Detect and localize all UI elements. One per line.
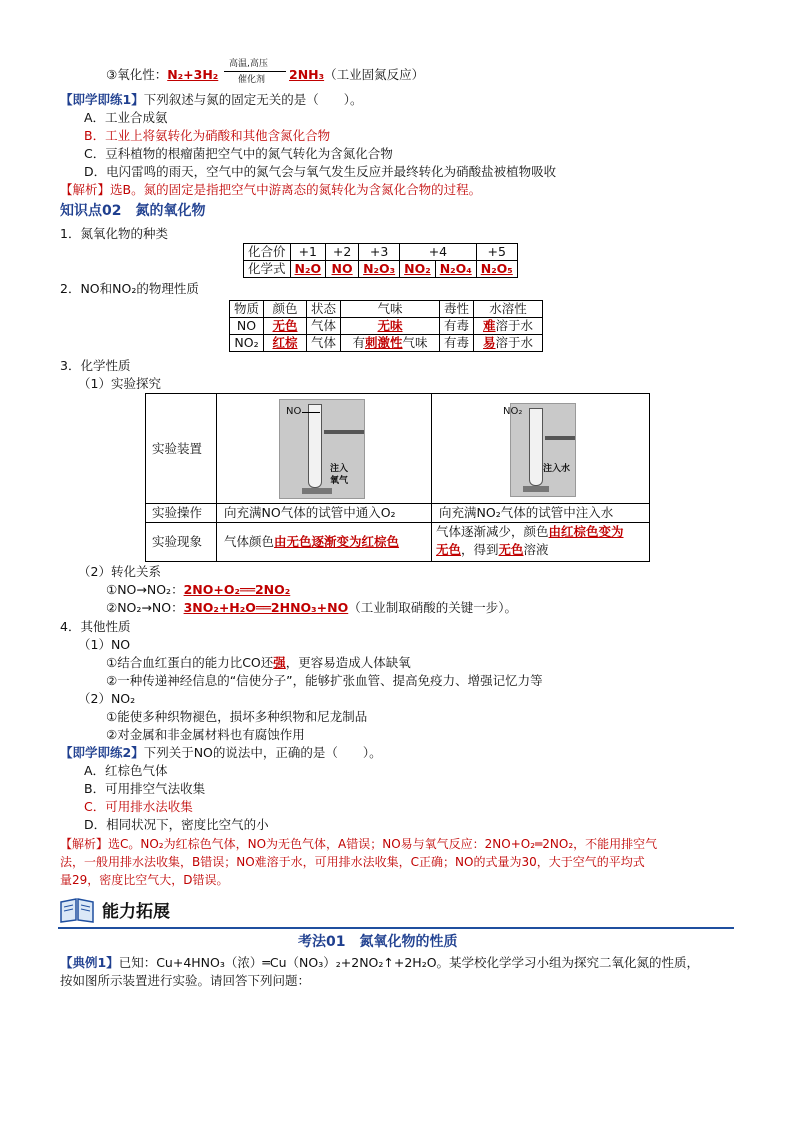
table-cell: 有毒 xyxy=(440,318,474,335)
exercise-2-question xyxy=(60,745,382,761)
physical-properties-table xyxy=(229,300,543,352)
conversion-2-note: （工业制取硝酸的关键一步）。 xyxy=(348,600,517,615)
section-2-heading: 2．NO和NO₂的物理性质 xyxy=(60,281,199,296)
table-cell: NO₂ xyxy=(230,335,264,352)
method-title: 考法01 氮氧化物的性质 xyxy=(298,934,458,950)
example-1-line-2: 按如图所示装置进行实验。请回答下列问题： xyxy=(60,973,311,988)
injection-note-2: 氧气 xyxy=(330,476,349,486)
book-icon xyxy=(58,896,96,924)
table-cell: +4 xyxy=(400,244,477,261)
equation-left: N₂+3H₂ xyxy=(167,67,219,82)
oxidation-prefix: ③氧化性： xyxy=(106,67,168,82)
phenomenon-1-prefix: 气体颜色 xyxy=(224,534,275,549)
experiment-table xyxy=(145,393,650,562)
no-property-1-prefix: ①结合血红蛋白的能力比CO还 xyxy=(106,655,274,670)
section-3-1-heading: （1）实验探究 xyxy=(78,376,161,391)
table-cell: N₂O xyxy=(290,261,326,278)
oxidation-note: （工业固氮反应） xyxy=(324,67,425,82)
solubility-text: 溶于水 xyxy=(495,335,534,350)
table-header: 气味 xyxy=(341,301,440,318)
smell-highlight: 刺激性 xyxy=(365,335,403,350)
table-cell: 无色 xyxy=(264,318,307,335)
apparatus-photo-no2 xyxy=(510,403,576,497)
grid-line xyxy=(216,394,217,561)
phenomenon-2-prefix: 气体逐渐减少，颜色 xyxy=(436,524,549,539)
table-cell xyxy=(474,335,543,352)
table-cell: NO₂ xyxy=(400,261,436,278)
example-1-tag: 【典例1】 xyxy=(60,955,119,970)
stand-base xyxy=(523,486,549,492)
exercise-1-option-c: C．豆科植物的根瘤菌把空气中的氮气转化为含氮化合物 xyxy=(84,146,393,161)
stand-base xyxy=(302,488,332,494)
table-row xyxy=(244,244,518,261)
table-row xyxy=(230,301,543,318)
table-cell: 无味 xyxy=(341,318,440,335)
table-header: 化学式 xyxy=(244,261,291,278)
oxidation-line xyxy=(106,67,218,83)
phenomenon-2-line-1 xyxy=(436,524,624,540)
section-4-1-heading: （1）NO xyxy=(78,637,131,652)
grid-line xyxy=(146,522,649,523)
table-cell: N₂O₃ xyxy=(359,261,400,278)
no-property-1-suffix: ，更容易造成人体缺氧 xyxy=(285,655,411,670)
conversion-2 xyxy=(106,600,517,616)
example-1-text: 已知：Cu+4HNO₃（浓）═Cu（NO₃）₂+2NO₂↑+2H₂O。某学校化学学习小组为探究二氧化氮的性质， xyxy=(118,955,700,970)
exercise-1-option-a: A．工业合成氨 xyxy=(84,110,168,125)
row-header-operation: 实验操作 xyxy=(152,505,203,520)
section-3-heading: 3．化学性质 xyxy=(60,358,131,373)
section-1-heading: 1．氮氧化物的种类 xyxy=(60,226,168,241)
exercise-1-question xyxy=(60,92,362,108)
injection-note: 注入水 xyxy=(543,464,571,474)
table-header: 化合价 xyxy=(244,244,291,261)
phenomenon-2-line-2 xyxy=(436,542,549,558)
no-property-1 xyxy=(106,655,411,671)
no2-property-2: ②对金属和非金属材料也有腐蚀作用 xyxy=(106,727,305,742)
table-cell: N₂O₄ xyxy=(435,261,476,278)
table-row xyxy=(230,318,543,335)
phenomenon-2-highlight: 无色 xyxy=(498,542,524,557)
phenomenon-2-text: 溶液 xyxy=(523,542,549,557)
smell-prefix: 有 xyxy=(352,335,366,350)
table-cell: 有毒 xyxy=(440,335,474,352)
no2-property-1: ①能使多种织物褪色，损坏多种织物和尼龙制品 xyxy=(106,709,368,724)
table-cell: NO xyxy=(230,318,264,335)
exercise-2-text: 下列关于NO的说法中，正确的是（ ）。 xyxy=(143,745,382,760)
table-cell: +1 xyxy=(290,244,326,261)
table-cell: NO xyxy=(326,261,359,278)
table-cell: 气体 xyxy=(307,318,341,335)
exercise-2-tag: 【即学即练2】 xyxy=(60,745,144,760)
table-cell: 红棕 xyxy=(264,335,307,352)
conversion-1 xyxy=(106,582,290,598)
test-tube xyxy=(529,408,543,486)
section-4-heading: 4．其他性质 xyxy=(60,619,131,634)
exercise-1-option-d: D．电闪雷鸣的雨天，空气中的氮气会与氧气发生反应并最终转化为硝酸盐被植物吸收 xyxy=(84,164,557,179)
solubility-text: 溶于水 xyxy=(495,318,534,333)
test-tube xyxy=(308,404,322,488)
equation-right: 2NH₃ xyxy=(289,67,325,82)
phenomenon-2-text: ，得到 xyxy=(461,542,499,557)
exercise-2-option-a: A．红棕色气体 xyxy=(84,763,168,778)
grid-line xyxy=(431,394,432,561)
section-divider xyxy=(58,927,734,929)
phenomenon-1-highlight: 由无色逐渐变为红棕色 xyxy=(274,534,400,549)
equation-right-line xyxy=(289,67,424,83)
solubility-highlight: 难 xyxy=(483,318,496,333)
table-row xyxy=(230,335,543,352)
table-header: 颜色 xyxy=(264,301,307,318)
table-cell xyxy=(474,318,543,335)
apparatus-label-no: NO xyxy=(286,406,302,417)
solubility-highlight: 易 xyxy=(483,335,496,350)
table-cell: +3 xyxy=(359,244,400,261)
apparatus-label-no2: NO₂ xyxy=(503,406,523,417)
exercise-2-option-b: B．可用排空气法收集 xyxy=(84,781,206,796)
table-cell xyxy=(341,335,440,352)
table-header: 水溶性 xyxy=(474,301,543,318)
table-header: 毒性 xyxy=(440,301,474,318)
operation-2: 向充满NO₂气体的试管中注入水 xyxy=(439,505,614,520)
exercise-2-option-d: D．相同状况下，密度比空气的小 xyxy=(84,817,269,832)
table-row xyxy=(244,261,518,278)
exercise-2-answer-line-2: 法，一般用排水法收集，B错误；NO难溶于水，可用排水法收集，C正确；NO的式量为30，大于空气的平均式 xyxy=(60,855,645,869)
label-pointer xyxy=(302,412,320,413)
grid-line xyxy=(146,503,649,504)
table-cell: +2 xyxy=(326,244,359,261)
row-header-phenomenon: 实验现象 xyxy=(152,534,203,549)
exercise-1-tag: 【即学即练1】 xyxy=(60,92,144,107)
conversion-1-prefix: ①NO→NO₂： xyxy=(106,582,184,597)
condition-bottom: 催化剂 xyxy=(238,75,266,85)
section-3-2-heading: （2）转化关系 xyxy=(78,564,161,579)
phenomenon-1 xyxy=(224,534,399,550)
ability-section-title: 能力拓展 xyxy=(102,902,170,922)
table-header: 物质 xyxy=(230,301,264,318)
conversion-1-equation: 2NO+O₂══2NO₂ xyxy=(183,582,291,597)
exercise-1-option-b: B．工业上将氨转化为硝酸和其他含氮化合物 xyxy=(84,128,331,143)
table-cell: +5 xyxy=(476,244,517,261)
condition-top: 高温,高压 xyxy=(229,59,268,69)
oxides-table xyxy=(243,243,518,278)
knowledge-point-title: 知识点02 氮的氧化物 xyxy=(60,203,206,219)
exercise-1-text: 下列叙述与氮的固定无关的是（ ）。 xyxy=(143,92,363,107)
row-header-apparatus: 实验装置 xyxy=(152,441,203,456)
no-property-2: ②一种传递神经信息的“信使分子”，能够扩张血管、提高免疫力、增强记忆力等 xyxy=(106,673,543,688)
phenomenon-2-highlight: 由红棕色变为 xyxy=(548,524,624,539)
exercise-1-answer: 【解析】选B。氮的固定是指把空气中游离态的氮转化为含氮化合物的过程。 xyxy=(60,182,482,197)
smell-suffix: 气味 xyxy=(402,335,428,350)
example-1-line-1 xyxy=(60,955,699,971)
no-property-1-highlight: 强 xyxy=(273,655,286,670)
phenomenon-2-highlight: 无色 xyxy=(436,542,462,557)
stand-rod xyxy=(324,430,364,434)
table-cell: N₂O₅ xyxy=(476,261,517,278)
conversion-2-equation: 3NO₂+H₂O══2HNO₃+NO xyxy=(183,600,349,615)
exercise-2-answer-line-1: 【解析】选C。NO₂为红棕色气体，NO为无色气体，A错误；NO易与氧气反应：2NO+O₂═2NO₂，不能用排空气 xyxy=(60,837,658,851)
conversion-2-prefix: ②NO₂→NO： xyxy=(106,600,184,615)
exercise-2-option-c: C．可用排水法收集 xyxy=(84,799,193,814)
operation-1: 向充满NO气体的试管中通入O₂ xyxy=(224,505,396,520)
table-header: 状态 xyxy=(307,301,341,318)
table-cell: 气体 xyxy=(307,335,341,352)
exercise-2-answer-line-3: 量29，密度比空气大，D错误。 xyxy=(60,873,229,887)
stand-rod xyxy=(545,436,575,440)
injection-note-1: 注入 xyxy=(330,464,349,474)
equation-arrow xyxy=(224,71,286,72)
section-4-2-heading: （2）NO₂ xyxy=(78,691,136,706)
